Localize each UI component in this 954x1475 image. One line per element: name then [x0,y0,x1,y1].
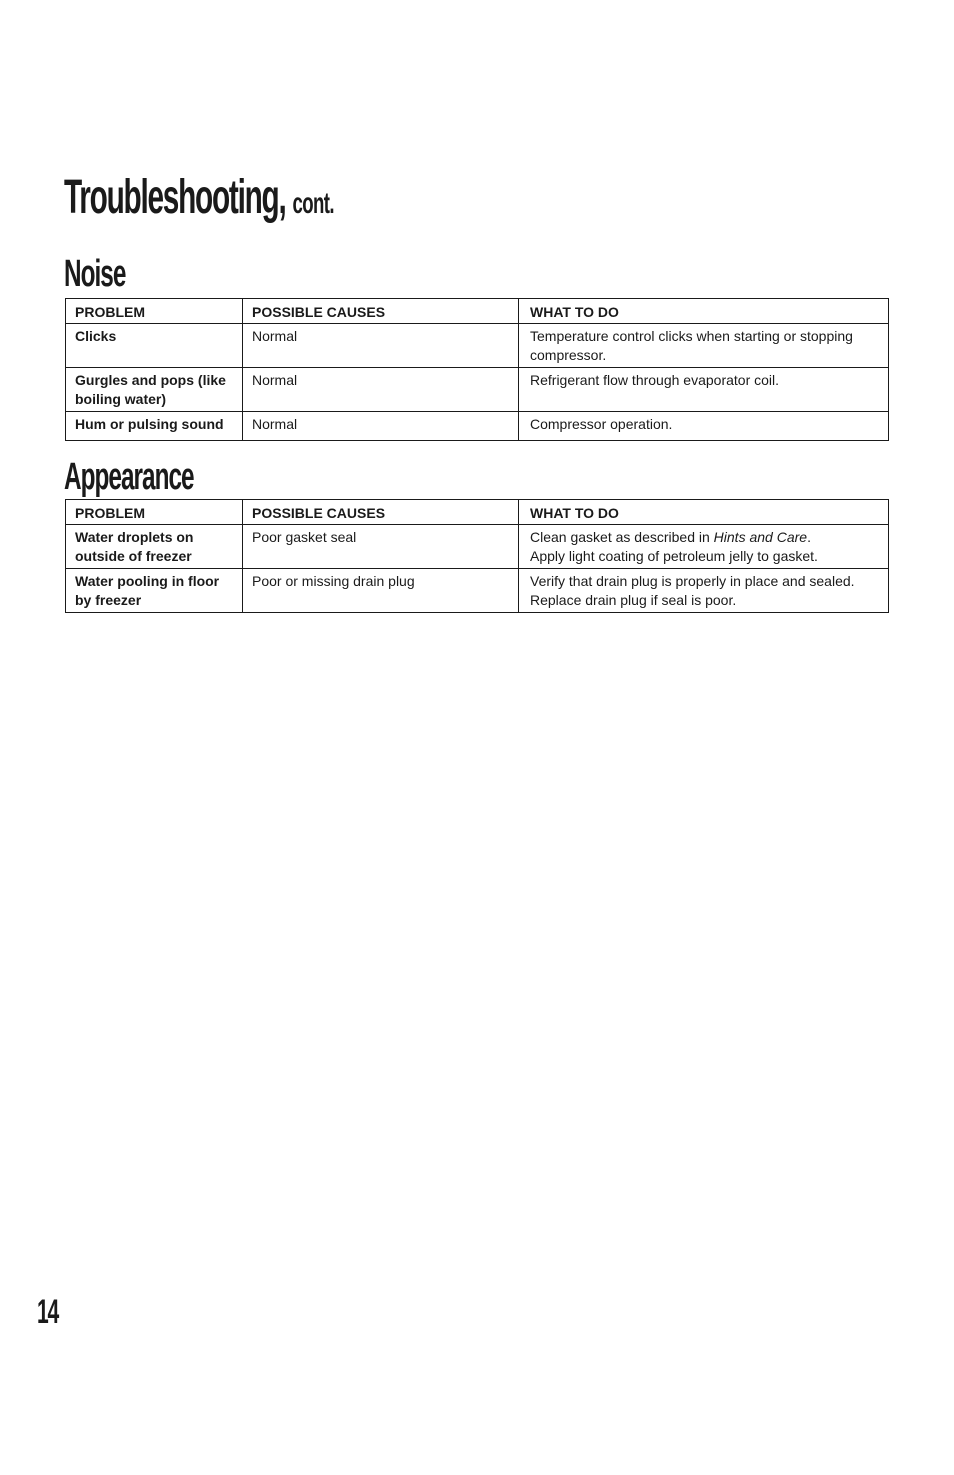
action-cell: Refrigerant flow through evaporator coil. [519,368,889,412]
column-header-problem: PROBLEM [66,500,243,525]
problem-cell: Water droplets on outside of freezer [66,525,243,569]
action-text: Clean gasket as described in [530,529,714,545]
cause-cell: Normal [243,412,519,441]
table-header-row [66,299,889,324]
page-title-cont: cont. [292,187,334,220]
action-text: . [807,529,811,545]
table-row [66,525,889,569]
table-header-row [66,500,889,525]
action-text-line2: Replace drain plug if seal is poor. [530,592,737,608]
cause-cell: Normal [243,368,519,412]
problem-cell: Hum or pulsing sound [66,412,243,441]
cause-cell: Poor or missing drain plug [243,569,519,613]
action-text-line2: Apply light coating of petroleum jelly to gasket. [530,548,818,564]
action-cell [519,525,889,569]
cause-cell: Poor gasket seal [243,525,519,569]
action-text: Verify that drain plug is properly in place and sealed. [530,573,855,589]
hints-and-care-reference: Hints and Care [713,529,808,545]
table-row [66,569,889,613]
column-header-causes: POSSIBLE CAUSES [243,500,519,525]
section-heading-noise: Noise [64,253,126,295]
action-cell: Compressor operation. [519,412,889,441]
page-number: 14 [37,1293,58,1331]
cause-cell: Normal [243,324,519,368]
problem-cell: Gurgles and pops (like boiling water) [66,368,243,412]
table-row [66,368,889,412]
action-cell: Temperature control clicks when starting or stopping compressor. [519,324,889,368]
table-row [66,412,889,441]
section-heading-appearance: Appearance [64,456,194,498]
table-row [66,324,889,368]
page-title [64,168,334,234]
column-header-causes: POSSIBLE CAUSES [243,299,519,324]
appearance-table [65,499,889,613]
action-cell [519,569,889,613]
column-header-problem: PROBLEM [66,299,243,324]
page-title-main: Troubleshooting, [64,171,286,224]
problem-cell: Water pooling in floor by freezer [66,569,243,613]
noise-table [65,298,889,441]
column-header-what-to-do: WHAT TO DO [519,500,889,525]
column-header-what-to-do: WHAT TO DO [519,299,889,324]
problem-cell: Clicks [66,324,243,368]
